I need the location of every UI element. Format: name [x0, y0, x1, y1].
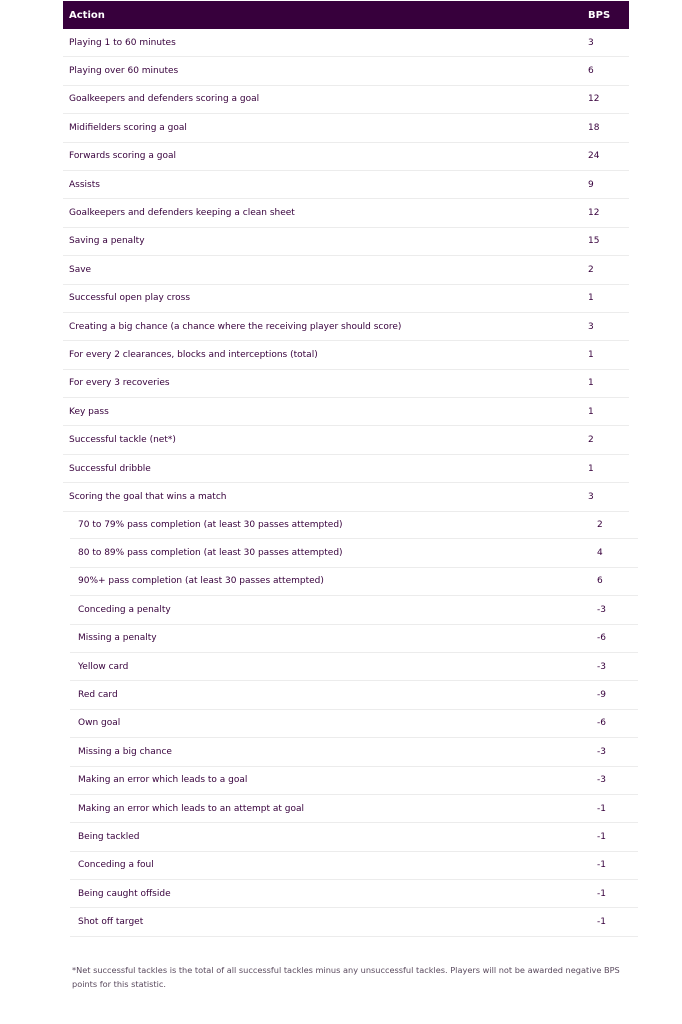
table-row	[70, 908, 638, 936]
row-bps: 1	[588, 406, 594, 417]
table-header	[63, 1, 629, 29]
table-row	[70, 596, 638, 624]
row-bps: 12	[588, 208, 600, 219]
row-bps: 3	[588, 321, 594, 332]
row-action: Own goal	[78, 718, 121, 729]
row-bps: 18	[588, 122, 600, 133]
row-action: Assists	[69, 179, 100, 190]
row-action: Shot off target	[78, 917, 144, 928]
row-action: Key pass	[69, 406, 109, 417]
row-action: Being caught offside	[78, 888, 171, 899]
row-bps: 6	[597, 576, 603, 587]
table-row	[63, 341, 629, 369]
row-bps: 15	[588, 236, 600, 247]
row-action: Being tackled	[78, 831, 140, 842]
table-row	[70, 767, 638, 795]
row-bps: 6	[588, 66, 594, 77]
row-action: 80 to 89% pass completion (at least 30 passes attempted)	[78, 548, 343, 559]
table-row	[70, 653, 638, 681]
row-bps: 3	[588, 37, 594, 48]
row-bps: 1	[588, 293, 594, 304]
row-action: For every 3 recoveries	[69, 378, 170, 389]
row-action: Red card	[78, 690, 118, 701]
row-bps: 9	[588, 179, 594, 190]
row-bps: 4	[597, 548, 603, 559]
table-body-secondary	[70, 511, 638, 937]
row-bps: 24	[588, 151, 600, 162]
table-row	[70, 710, 638, 738]
row-bps: -6	[597, 718, 606, 729]
footnote: *Net successful tackles is the total of all successful tackles minus any unsuccessful tackles. Players will not be awarded negative BPS points for this statistic.	[72, 965, 620, 989]
row-bps: -6	[597, 633, 606, 644]
table-row	[63, 114, 629, 142]
row-action: Conceding a foul	[78, 860, 154, 871]
header-action: Action	[69, 9, 105, 21]
row-action: Conceding a penalty	[78, 604, 171, 615]
row-action: Goalkeepers and defenders scoring a goal	[69, 94, 260, 105]
row-action: 90%+ pass completion (at least 30 passes attempted)	[78, 576, 324, 587]
row-action: Successful tackle (net*)	[69, 435, 176, 446]
table-row	[70, 568, 638, 596]
row-bps: -1	[597, 831, 606, 842]
row-action: Save	[69, 264, 92, 275]
row-bps: -3	[597, 604, 606, 615]
table-row	[63, 285, 629, 313]
row-bps: -9	[597, 690, 606, 701]
table-row	[63, 483, 629, 511]
table-row	[70, 852, 638, 880]
row-bps: -1	[597, 888, 606, 899]
row-action: Successful dribble	[69, 463, 151, 474]
bps-table-secondary	[70, 511, 638, 937]
row-action: Missing a penalty	[78, 633, 157, 644]
row-action: Making an error which leads to an attempt at goal	[78, 803, 304, 814]
row-action: Forwards scoring a goal	[69, 151, 176, 162]
table-row	[63, 455, 629, 483]
table-body-main	[63, 29, 629, 512]
table-row	[70, 823, 638, 851]
table-row	[63, 29, 629, 57]
table-row	[70, 880, 638, 908]
table-row	[63, 256, 629, 284]
row-bps: -3	[597, 775, 606, 786]
row-action: Playing 1 to 60 minutes	[69, 37, 176, 48]
table-row	[70, 681, 638, 709]
table-row	[63, 171, 629, 199]
row-action: Yellow card	[78, 661, 129, 672]
row-action: Midifielders scoring a goal	[69, 122, 187, 133]
table-row	[70, 738, 638, 766]
row-action: Making an error which leads to a goal	[78, 775, 248, 786]
table-row	[63, 398, 629, 426]
row-bps: 12	[588, 94, 600, 105]
row-bps: 1	[588, 463, 594, 474]
row-action: Successful open play cross	[69, 293, 191, 304]
row-bps: 1	[588, 349, 594, 360]
table-row	[63, 313, 629, 341]
table-row	[63, 57, 629, 85]
table-row	[70, 795, 638, 823]
row-bps: -3	[597, 746, 606, 757]
row-action: Saving a penalty	[69, 236, 145, 247]
row-action: Playing over 60 minutes	[69, 66, 179, 77]
row-action: Scoring the goal that wins a match	[69, 491, 227, 502]
table-row	[70, 511, 638, 539]
row-bps: -1	[597, 917, 606, 928]
row-bps: 2	[588, 264, 594, 275]
table-row	[63, 143, 629, 171]
row-bps: -1	[597, 803, 606, 814]
row-bps: 2	[588, 435, 594, 446]
row-bps: -3	[597, 661, 606, 672]
row-bps: 3	[588, 491, 594, 502]
row-action: Missing a big chance	[78, 746, 172, 757]
row-bps: 1	[588, 378, 594, 389]
row-bps: -1	[597, 860, 606, 871]
table-row	[63, 199, 629, 227]
row-bps: 2	[597, 519, 603, 530]
header-bps: BPS	[588, 9, 611, 21]
row-action: Goalkeepers and defenders keeping a clean sheet	[69, 208, 295, 219]
table-row	[63, 370, 629, 398]
row-action: 70 to 79% pass completion (at least 30 passes attempted)	[78, 519, 343, 530]
table-row	[63, 228, 629, 256]
row-action: Creating a big chance (a chance where the receiving player should score)	[69, 321, 402, 332]
bps-table	[63, 1, 629, 512]
table-row	[70, 539, 638, 567]
table-row	[63, 86, 629, 114]
row-action: For every 2 clearances, blocks and interceptions (total)	[69, 349, 318, 360]
table-row	[63, 426, 629, 454]
table-row	[70, 625, 638, 653]
